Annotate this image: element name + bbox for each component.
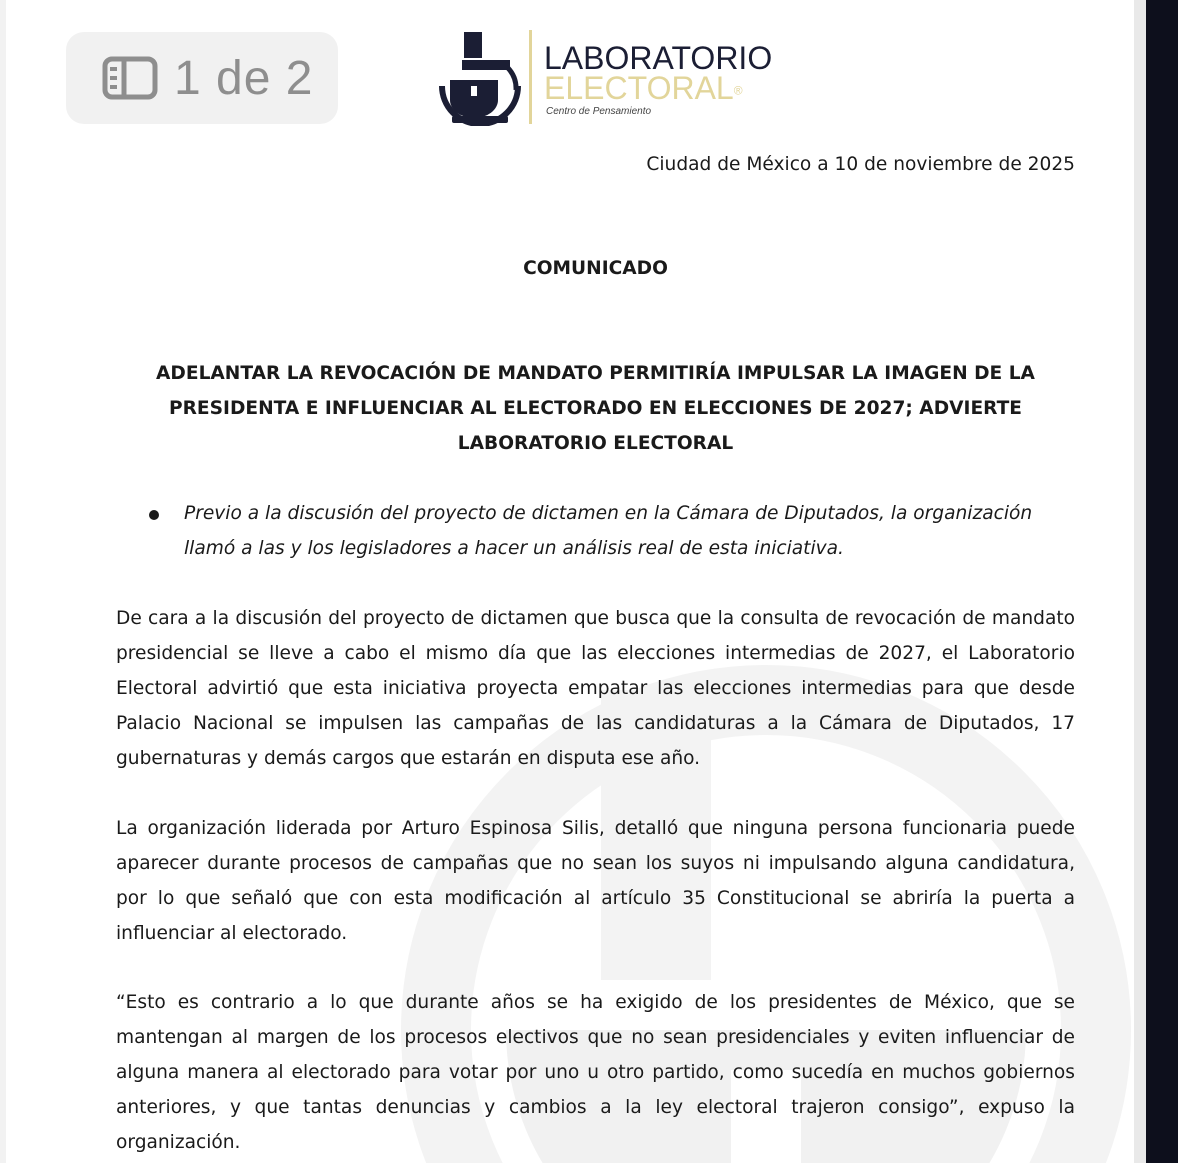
headline: ADELANTAR LA REVOCACIÓN DE MANDATO PERMITIRÍA IMPULSAR LA IMAGEN DE LA PRESIDENTA E INFLUENCIAR AL ELECTORADO EN ELECCIONES DE 2027; ADVIERTE LABORATORIO ELECTORAL [156,363,1035,454]
logo-subtitle [544,70,743,107]
section-label: COMUNICADO [523,258,668,279]
ballot-microscope-logo-icon [438,30,522,126]
sidebar-toggle-icon[interactable] [102,56,158,100]
paragraph: De cara a la discusión del proyecto de dictamen que busca que la consulta de revocación de mandato presidencial se lleve a cabo el mismo día que las elecciones intermedias de 2027, el Laboratorio Electoral advirtió que esta iniciativa proyecta empatar las elecciones intermedias para que desde Palacio Nacional se impulsen las campañas de las candidaturas a la Cámara de Diputados, 17 gubernaturas y demás cargos que estarán en disputa ese año. [116,608,1075,769]
logo-subtitle-text: ELECTORAL [544,70,734,106]
logo-divider [529,30,532,124]
paragraph: “Esto es contrario a lo que durante años se ha exigido de los presidentes de México, que se mantengan al margen de los procesos electivos que no sean presidenciales y eviten influenciar de alguna manera al electorado para votar por uno u otro partido, como sucedía en muchos gobiernos anteriores, y que tantas denuncias y cambios a la ley electoral trajeron consigo”, expuso la organización. [116,992,1075,1153]
viewer-dark-edge [1146,0,1178,1163]
viewer-scroll-gutter [1134,0,1146,1163]
bullet-dot [149,510,159,520]
paragraph: La organización liderada por Arturo Espinosa Silis, detalló que ninguna persona funcionaria puede aparecer durante procesos de campañas que no sean los suyos ni impulsando alguna candidatura, por lo que señaló que con esta modificación al artículo 35 Constitucional se abriría la puerta a influenciar al electorado. [116,818,1075,944]
logo-tagline: Centro de Pensamiento [546,106,652,117]
page-indicator[interactable] [66,32,338,124]
logo-title: LABORATORIO [544,40,773,76]
bullet-item [149,496,1075,566]
bullet-text: Previo a la discusión del proyecto de dictamen en la Cámara de Diputados, la organización llamó a las y los legisladores a hacer un análisis real de esta iniciativa. [184,503,1033,559]
document-page[interactable] [6,0,1134,1163]
page-count-label: 1 de 2 [174,51,314,105]
date-line: Ciudad de México a 10 de noviembre de 2025 [646,154,1075,175]
registered-mark: ® [733,83,743,98]
